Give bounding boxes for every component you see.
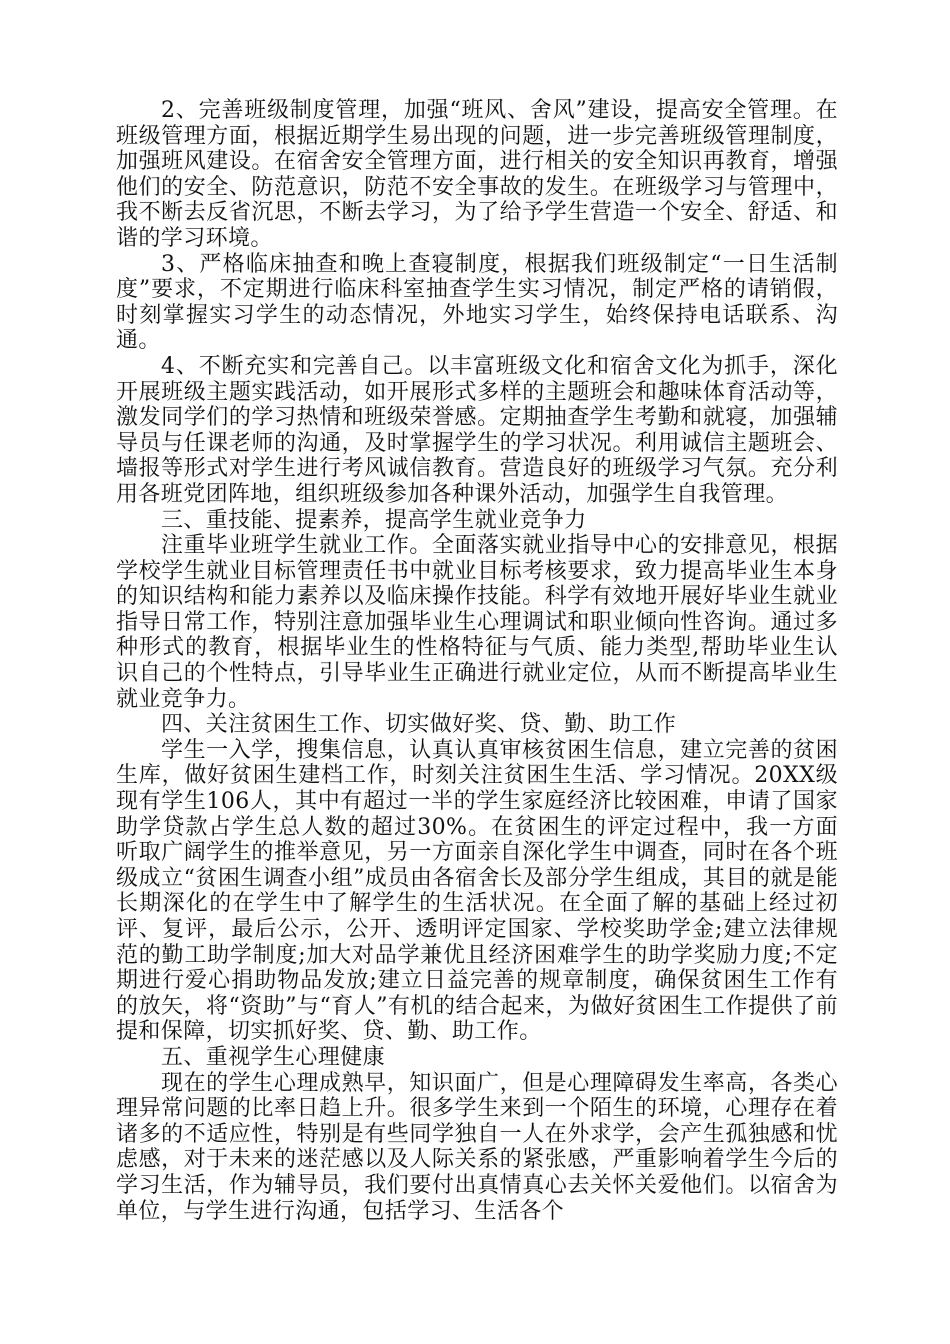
section-heading-poverty-aid: 四、关注贫困生工作、切实做好奖、贷、勤、助工作 — [161, 712, 677, 738]
paragraph-poverty-aid: 学生一入学，搜集信息，认真认真审核贫困生信息，建立完善的贫困生库，做好贫困生建档工作，时刻关注贫困生生活、学习情况。20XX级现有学生106人，其中有超过一半的学生家庭经济比较困难，申请了国家助学贷款占学生总人数的超过30%。在贫困生的评定过程中，我一方面听取广阔学生的推举意见，另一方面亲自深化学生中调查，同时在各个班级成立“贫困生调查小组”成员由各宿舍长及部分学生组成，其目的就是能长期深化的在学生中了解学生的生活状况。在全面了解的基础上经过初评、复评，最后公示，公开、透明评定国家、学校奖助学金;建立法律规范的勤工助学制度;加大对品学兼优且经济困难学生的助学奖励力度;不定期进行爱心捐助物品发放;建立日益完善的规章制度，确保贫困生工作有的放矢，将“资助”与“育人”有机的结合起来，为做好贫困生工作提供了前提和保障，切实抓好奖、贷、勤、助工作。 — [116, 737, 838, 1045]
paragraph-mental-health: 现在的学生心理成熟早，知识面广，但是心理障碍发生率高，各类心理异常问题的比率日趋上升。很多学生来到一个陌生的环境，心理存在着诸多的不适应性，特别是有些同学独自一人在外求学，会产生孤独感和忧虑感，对于未来的迷茫感以及人际关系的紧张感，严重影响着学生今后的学习生活，作为辅导员，我们要付出真情真心去关怀关爱他们。以宿舍为单位，与学生进行沟通，包括学习、生活各个 — [116, 1070, 838, 1224]
paragraph-self-improvement: 4、不断充实和完善自己。以丰富班级文化和宿舍文化为抓手，深化开展班级主题实践活动，如开展形式多样的主题班会和趣味体育活动等，激发同学们的学习热情和班级荣誉感。定期抽查学生考勤和就寝，加强辅导员与任课老师的沟通，及时掌握学生的学习状况。利用诚信主题班会、墙报等形式对学生进行考风诚信教育。营造良好的班级学习气氛。充分利用各班党团阵地，组织班级参加各种课外活动，加强学生自我管理。 — [116, 353, 838, 507]
paragraph-class-system-management: 2、完善班级制度管理，加强“班风、舍风”建设，提高安全管理。在班级管理方面，根据近期学生易出现的问题，进一步完善班级管理制度，加强班风建设。在宿舍安全管理方面，进行相关的安全知识再教育，增强他们的安全、防范意识，防范不安全事故的发生。在班级学习与管理中，我不断去反省沉思，不断去学习，为了给予学生营造一个安全、舒适、和谐的学习环境。 — [116, 98, 838, 251]
section-heading-mental-health: 五、重视学生心理健康 — [161, 1044, 386, 1070]
paragraph-employment-work: 注重毕业班学生就业工作。全面落实就业指导中心的安排意见，根据学校学生就业目标管理责任书中就业目标考核要求，致力提高毕业生本身的知识结构和能力素养以及临床操作技能。科学有效地开展好毕业生就业指导日常工作，特别注意加强毕业生心理调试和职业倾向性咨询。通过多种形式的教育，根据毕业生的性格特征与气质、能力类型,帮助毕业生认识自己的个性特点，引导毕业生正确进行就业定位，从而不断提高毕业生就业竞争力。 — [116, 533, 838, 712]
section-heading-employment: 三、重技能、提素养，提高学生就业竞争力 — [161, 507, 587, 533]
paragraph-inspection-system: 3、严格临床抽查和晚上查寝制度，根据我们班级制定“一日生活制度”要求，不定期进行临床科室抽查学生实习情况，制定严格的请销假，时刻掌握实习学生的动态情况，外地实习学生，始终保持电话联系、沟通。 — [116, 251, 838, 354]
document-body — [116, 98, 838, 1224]
